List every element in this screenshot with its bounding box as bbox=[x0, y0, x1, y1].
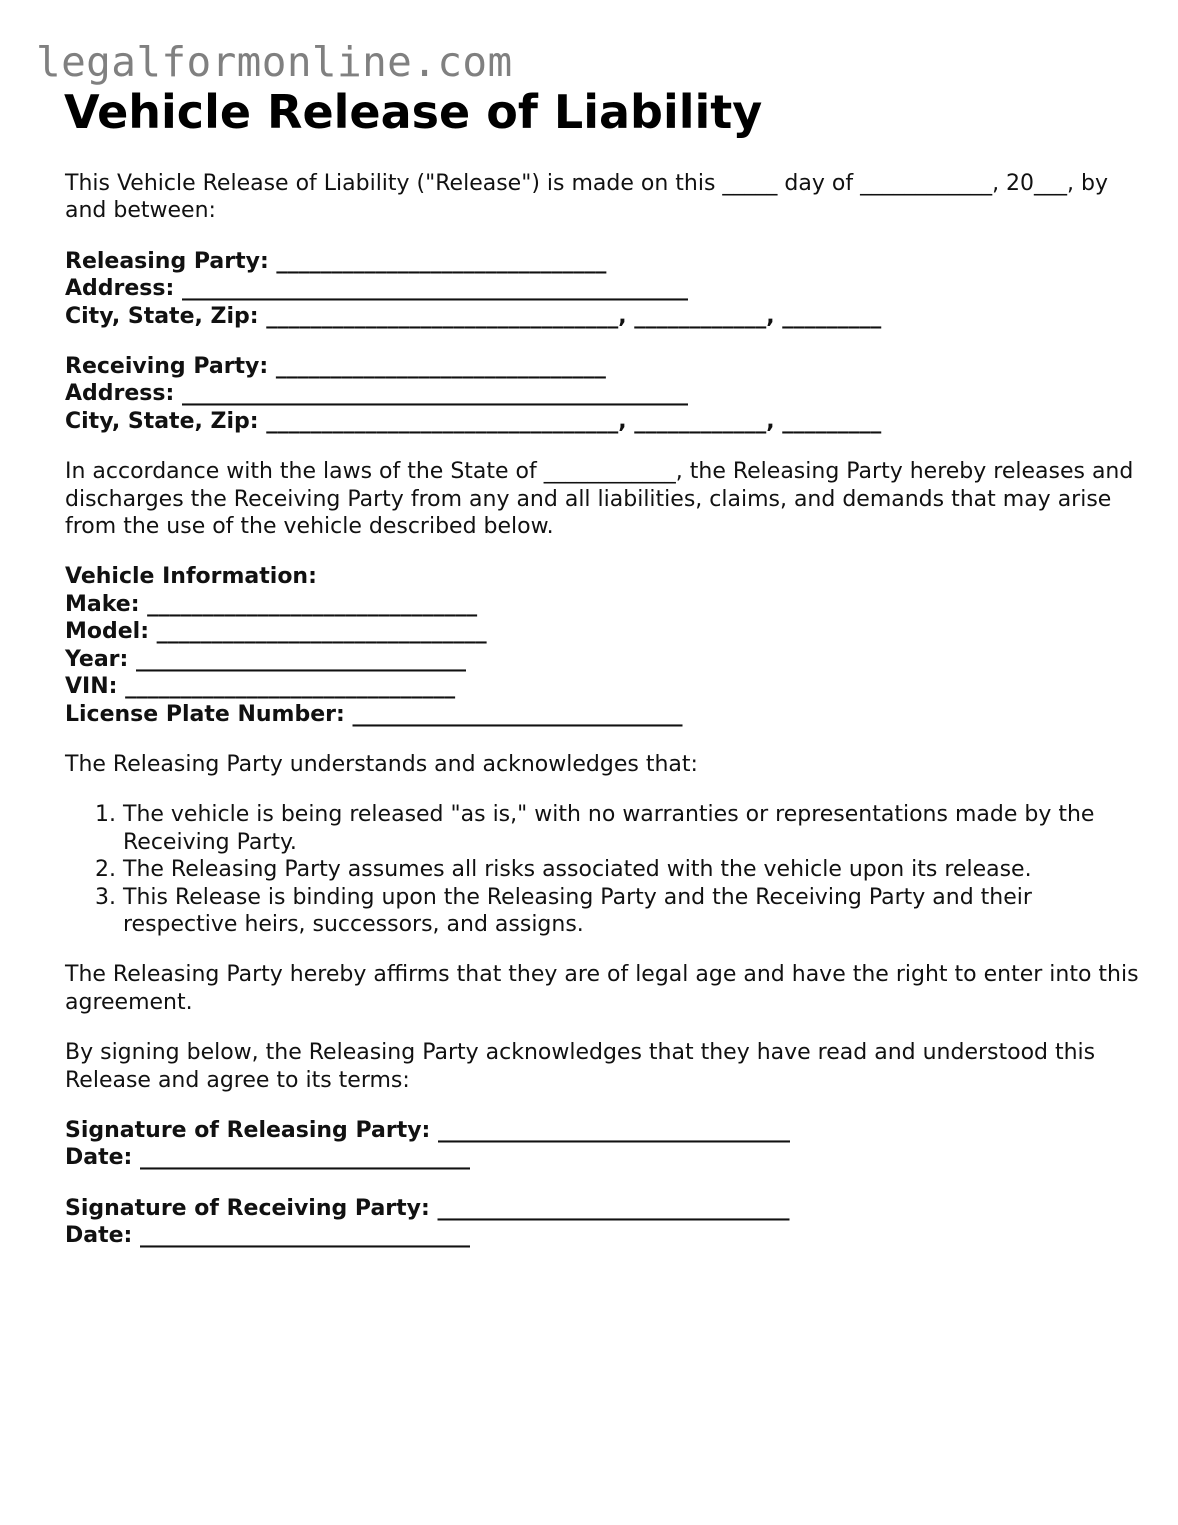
term-item: 3. This Release is binding upon the Releasing Party and the Receiving Party and their respective heirs, successors, and assigns. bbox=[123, 884, 1145, 939]
releasing-party-field: Releasing Party: ______________________________ bbox=[65, 248, 607, 274]
accordance-paragraph: In accordance with the laws of the State of ____________, the Releasing Party hereby releases and discharges the Receiving Party from any and all liabilities, claims, and demands that may arise from the use of the vehicle described below. bbox=[65, 459, 1134, 540]
releasing-address-field: Address: ______________________________________________ bbox=[65, 276, 688, 302]
document-body bbox=[65, 170, 1145, 1273]
vehicle-make-field: Make: ______________________________ bbox=[65, 591, 478, 617]
acknowledge-intro: The Releasing Party understands and acknowledges that: bbox=[65, 751, 698, 777]
vehicle-info-block bbox=[65, 563, 1145, 727]
releasing-signature-field: Signature of Releasing Party: ________________________________ bbox=[65, 1117, 791, 1143]
intro-paragraph: This Vehicle Release of Liability ("Release") is made on this _____ day of ____________, 20___, by and between: bbox=[65, 171, 1109, 224]
vehicle-info-heading: Vehicle Information: bbox=[65, 564, 317, 590]
signing-paragraph: By signing below, the Releasing Party acknowledges that they have read and understood this Release and agree to its terms: bbox=[65, 1040, 1096, 1093]
releasing-date-field: Date: ______________________________ bbox=[65, 1145, 471, 1171]
vehicle-year-field: Year: ______________________________ bbox=[65, 646, 466, 672]
term-item: 2. The Releasing Party assumes all risks associated with the vehicle upon its release. bbox=[123, 856, 1145, 883]
receiving-signature-block bbox=[65, 1195, 1145, 1250]
vehicle-plate-field: License Plate Number: ______________________________ bbox=[65, 701, 683, 727]
releasing-party-block bbox=[65, 248, 1145, 330]
receiving-signature-field: Signature of Receiving Party: ________________________________ bbox=[65, 1195, 790, 1221]
term-item: 1. The vehicle is being released "as is," with no warranties or representations made by the Receiving Party. bbox=[123, 801, 1145, 856]
affirm-paragraph: The Releasing Party hereby affirms that they are of legal age and have the right to enter into this agreement. bbox=[65, 962, 1139, 1015]
terms-list bbox=[65, 801, 1145, 938]
watermark: legalformonline.com bbox=[36, 38, 513, 86]
releasing-signature-block bbox=[65, 1117, 1145, 1172]
vehicle-vin-field: VIN: ______________________________ bbox=[65, 674, 456, 700]
receiving-address-field: Address: ______________________________________________ bbox=[65, 381, 688, 407]
document-title: Vehicle Release of Liability bbox=[64, 85, 763, 139]
receiving-city-state-zip-field: City, State, Zip: ________________________________, ____________, _________ bbox=[65, 408, 882, 434]
receiving-party-field: Receiving Party: ______________________________ bbox=[65, 354, 606, 380]
releasing-city-state-zip-field: City, State, Zip: ________________________________, ____________, _________ bbox=[65, 303, 882, 329]
receiving-party-block bbox=[65, 353, 1145, 435]
vehicle-model-field: Model: ______________________________ bbox=[65, 619, 487, 645]
receiving-date-field: Date: ______________________________ bbox=[65, 1223, 471, 1249]
